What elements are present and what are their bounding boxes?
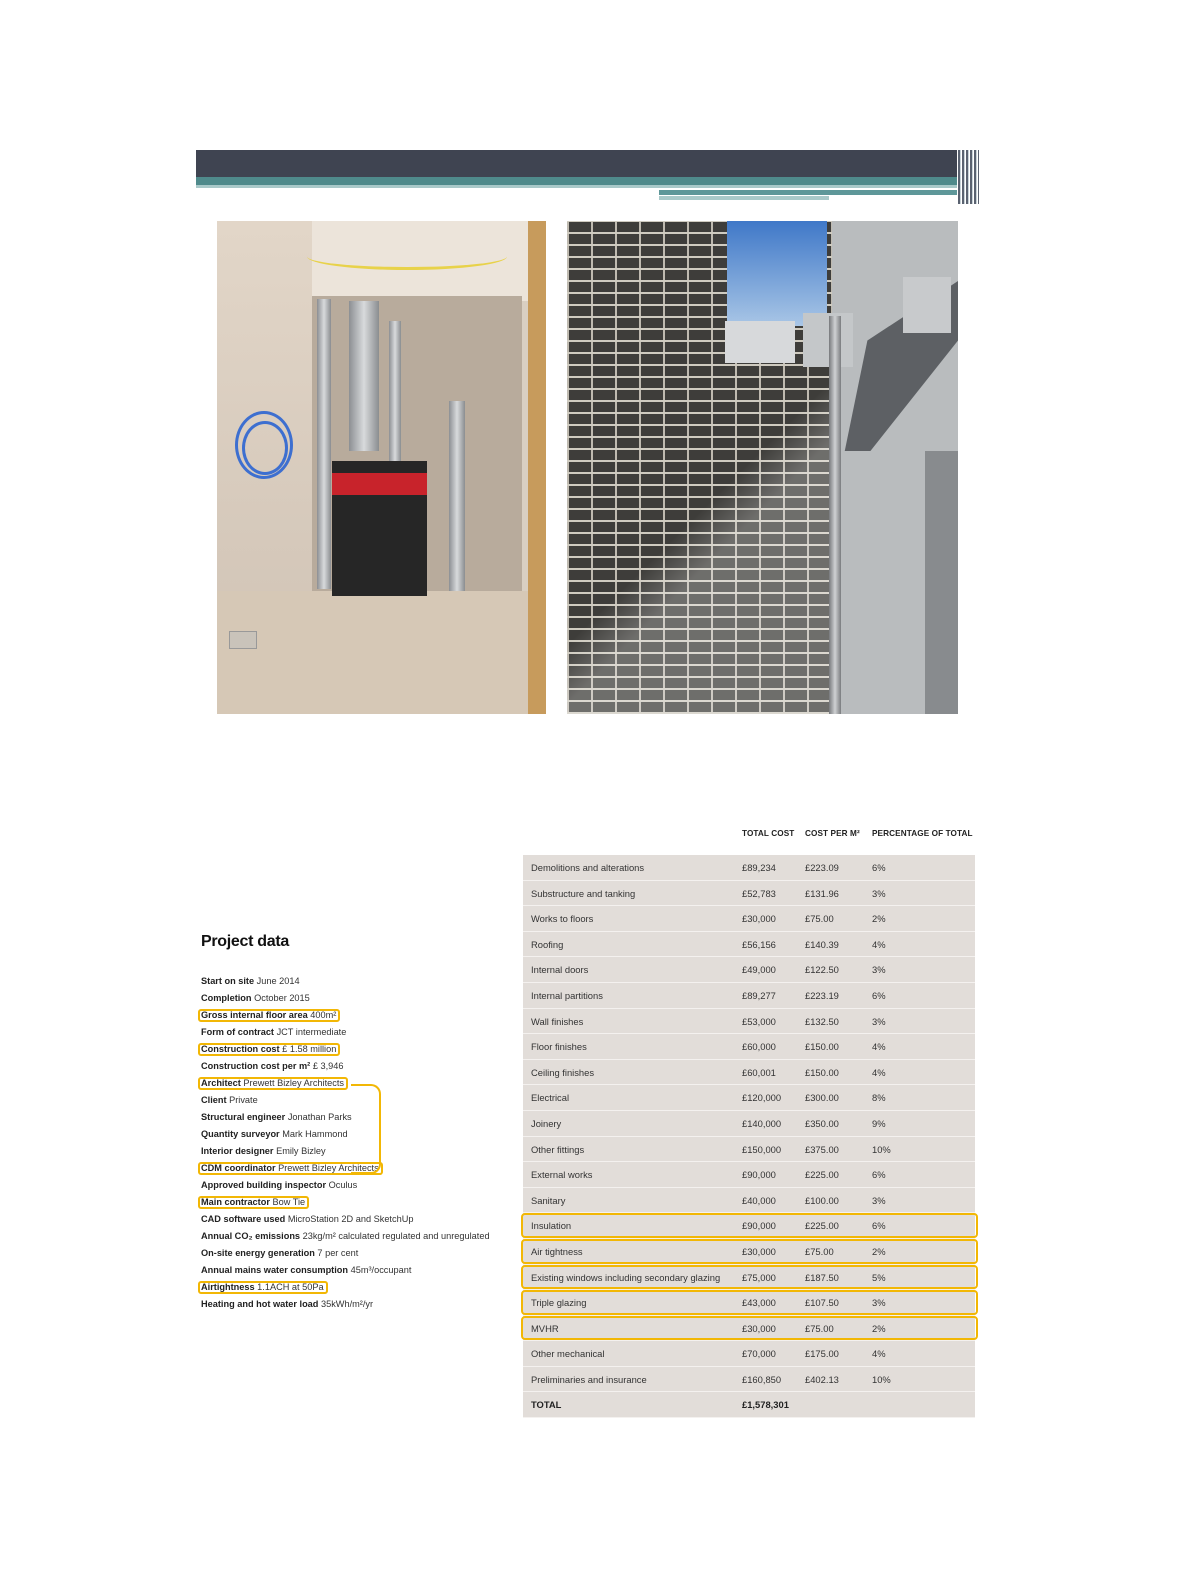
cost-item-cell: Wall finishes	[531, 1015, 584, 1027]
total-cost-cell: £89,277	[742, 989, 776, 1001]
table-row	[523, 881, 975, 907]
cost-per-m2-cell: £225.00	[805, 1220, 839, 1232]
cost-table	[523, 855, 975, 1418]
project-data-label: Gross internal floor area	[201, 1010, 308, 1020]
table-row	[523, 1137, 975, 1163]
project-data-label: Construction cost	[201, 1044, 280, 1054]
cost-per-m2-cell: £75.00	[805, 913, 834, 925]
project-data-value: £ 3,946	[312, 1061, 344, 1071]
cost-item-cell: Ceiling finishes	[531, 1066, 595, 1078]
total-cost-cell: £90,000	[742, 1220, 776, 1232]
cost-per-m2-cell: £225.00	[805, 1169, 839, 1181]
cost-item-cell: Internal partitions	[531, 989, 603, 1001]
project-data-item	[201, 1058, 531, 1075]
table-row	[523, 1009, 975, 1035]
cost-item-cell: Preliminaries and insurance	[531, 1373, 647, 1385]
percentage-cell: 3%	[872, 1194, 886, 1206]
total-cost-cell: £90,000	[742, 1169, 776, 1181]
project-data-label: Client	[201, 1095, 227, 1105]
percentage-cell: 3%	[872, 1015, 886, 1027]
project-data-value: June 2014	[256, 976, 300, 986]
project-data-value: October 2015	[254, 993, 310, 1003]
project-data-value: 7 per cent	[317, 1248, 359, 1258]
project-data-item	[201, 1211, 531, 1228]
project-data-value: 35kWh/m²/yr	[320, 1299, 374, 1309]
percentage-cell: 6%	[872, 1220, 886, 1232]
project-data-item	[201, 1177, 531, 1194]
project-data-value: 23kg/m² calculated regulated and unregulated	[302, 1231, 490, 1241]
osb-board	[528, 221, 546, 714]
table-row	[523, 1316, 975, 1342]
total-cost-cell: £56,156	[742, 938, 776, 950]
cost-item-cell: Insulation	[531, 1220, 572, 1232]
total-cost-cell: £1,578,301	[742, 1399, 789, 1411]
table-row	[523, 1060, 975, 1086]
banner-dark-bar	[196, 150, 979, 177]
header-banner	[196, 150, 979, 204]
percentage-cell: 3%	[872, 1297, 886, 1309]
project-data-value: Prewett Bizley Architects	[243, 1078, 344, 1088]
percentage-cell: 8%	[872, 1092, 886, 1104]
project-data-item	[201, 1296, 531, 1313]
percentage-cell: 3%	[872, 964, 886, 976]
percentage-cell: 9%	[872, 1117, 886, 1129]
percentage-cell: 4%	[872, 938, 886, 950]
project-data-label: Annual CO₂ emissions	[201, 1231, 301, 1241]
project-data-item	[201, 973, 531, 990]
cost-per-m2-cell: £375.00	[805, 1143, 839, 1155]
duct-pipe	[317, 299, 331, 589]
project-data-title: Project data	[201, 933, 289, 950]
duct-pipe	[389, 321, 401, 461]
downpipe	[829, 316, 841, 714]
percentage-cell: 4%	[872, 1348, 886, 1360]
project-data-value: Prewett Bizley Architects	[278, 1163, 379, 1173]
percentage-cell: 2%	[872, 913, 886, 925]
cost-item-cell: Internal doors	[531, 964, 589, 976]
project-data-label: Construction cost per m²	[201, 1061, 311, 1071]
project-data-label: On-site energy generation	[201, 1248, 315, 1258]
table-row	[523, 1265, 975, 1291]
percentage-cell: 2%	[872, 1245, 886, 1257]
highlight-box	[198, 1196, 309, 1209]
cost-per-m2-cell: £140.39	[805, 938, 839, 950]
total-cost-cell: £60,000	[742, 1041, 776, 1053]
cost-per-m2-cell: £175.00	[805, 1348, 839, 1360]
table-total-row	[523, 1392, 975, 1418]
table-row	[523, 1085, 975, 1111]
cost-per-m2-cell: £150.00	[805, 1066, 839, 1078]
total-cost-cell: £140,000	[742, 1117, 782, 1129]
cost-item-cell: Triple glazing	[531, 1297, 587, 1309]
table-row	[523, 1239, 975, 1265]
project-data-item	[201, 1228, 531, 1245]
total-cost-cell: £70,000	[742, 1348, 776, 1360]
cost-per-m2-cell: £223.09	[805, 862, 839, 873]
percentage-cell: 6%	[872, 862, 886, 873]
total-cost-cell: £30,000	[742, 913, 776, 925]
banner-accent-stripe-thin	[659, 196, 829, 200]
coiled-cable	[242, 421, 288, 475]
table-row	[523, 1162, 975, 1188]
cost-item-cell: Other mechanical	[531, 1348, 605, 1360]
percentage-cell: 4%	[872, 1041, 886, 1053]
cost-item-cell: Floor finishes	[531, 1041, 587, 1053]
table-row	[523, 1341, 975, 1367]
cost-item-cell: Other fittings	[531, 1143, 585, 1155]
total-cost-cell: £89,234	[742, 862, 776, 873]
project-data-value: Mark Hammond	[282, 1129, 348, 1139]
table-row	[523, 1111, 975, 1137]
shadow	[567, 371, 832, 714]
cost-item-cell: Works to floors	[531, 913, 594, 925]
highlight-box	[198, 1077, 348, 1090]
project-data-value: JCT intermediate	[276, 1027, 347, 1037]
total-cost-cell: £60,001	[742, 1066, 776, 1078]
cost-per-m2-cell: £132.50	[805, 1015, 839, 1027]
cost-per-m2-cell: £75.00	[805, 1322, 834, 1334]
total-cost-cell: £75,000	[742, 1271, 776, 1283]
total-cost-cell: £53,000	[742, 1015, 776, 1027]
cost-item-cell: External works	[531, 1169, 593, 1181]
total-cost-cell: £150,000	[742, 1143, 782, 1155]
cost-item-cell: Roofing	[531, 938, 564, 950]
project-data-item	[201, 1245, 531, 1262]
table-row	[523, 1367, 975, 1393]
table-row	[523, 1290, 975, 1316]
table-row	[523, 957, 975, 983]
table-row	[523, 983, 975, 1009]
project-data-label: Start on site	[201, 976, 255, 986]
percentage-cell: 10%	[872, 1373, 891, 1385]
banner-accent-stripe	[659, 190, 979, 195]
project-data-value: 400m²	[310, 1010, 337, 1020]
table-row	[523, 932, 975, 958]
percentage-cell: 4%	[872, 1066, 886, 1078]
project-data-value: Bow Tie	[272, 1197, 306, 1207]
highlight-box	[198, 1281, 328, 1294]
cost-item-cell: Demolitions and alterations	[531, 862, 645, 873]
cost-per-m2-cell: £131.96	[805, 887, 839, 899]
project-data-value: Jonathan Parks	[287, 1112, 352, 1122]
cost-per-m2-cell: £187.50	[805, 1271, 839, 1283]
cost-per-m2-cell: £350.00	[805, 1117, 839, 1129]
project-data-value: £ 1.58 million	[282, 1044, 337, 1054]
project-data-value: 1.1ACH at 50Pa	[257, 1282, 324, 1292]
banner-ribbed-end	[957, 150, 979, 204]
cost-per-m2-cell: £223.19	[805, 989, 839, 1001]
cost-item-cell: Electrical	[531, 1092, 570, 1104]
table-row	[523, 906, 975, 932]
duct-pipe	[449, 401, 465, 591]
highlight-box	[198, 1162, 383, 1175]
highlight-box	[198, 1009, 340, 1022]
metal-box	[803, 313, 853, 367]
total-cost-cell: £160,850	[742, 1373, 782, 1385]
metal-box	[903, 277, 951, 333]
plant-room-photo	[217, 221, 546, 714]
total-cost-cell: £49,000	[742, 964, 776, 976]
cost-per-m2-cell: £402.13	[805, 1373, 839, 1385]
cost-per-m2-cell: £75.00	[805, 1245, 834, 1257]
total-cost-cell: £52,783	[742, 887, 776, 899]
project-data-label: Completion	[201, 993, 252, 1003]
total-cost-cell: £120,000	[742, 1092, 782, 1104]
header-percentage: PERCENTAGE OF TOTAL	[872, 829, 973, 838]
project-data-label: Structural engineer	[201, 1112, 286, 1122]
floor-socket	[229, 631, 257, 649]
cost-item-cell: Substructure and tanking	[531, 887, 636, 899]
project-data-label: Heating and hot water load	[201, 1299, 319, 1309]
cost-per-m2-cell: £100.00	[805, 1194, 839, 1206]
percentage-cell: 5%	[872, 1271, 886, 1283]
cost-per-m2-cell: £300.00	[805, 1092, 839, 1104]
project-data-label: Approved building inspector	[201, 1180, 327, 1190]
total-cost-cell: £30,000	[742, 1322, 776, 1334]
cost-per-m2-cell: £107.50	[805, 1297, 839, 1309]
floor	[217, 591, 546, 714]
table-row	[523, 1034, 975, 1060]
percentage-cell: 10%	[872, 1143, 891, 1155]
percentage-cell: 2%	[872, 1322, 886, 1334]
highlight-connector	[351, 1084, 381, 1174]
project-data-item	[201, 990, 531, 1007]
total-cost-cell: £40,000	[742, 1194, 776, 1206]
project-data-label: Main contractor	[201, 1197, 270, 1207]
total-cost-cell: £30,000	[742, 1245, 776, 1257]
header-cost-per-m2: COST PER M²	[805, 829, 860, 838]
yellow-cable	[307, 243, 507, 270]
cost-item-cell: Existing windows including secondary glazing	[531, 1271, 721, 1283]
cost-item-cell: Air tightness	[531, 1245, 583, 1257]
project-data-label: Quantity surveyor	[201, 1129, 280, 1139]
project-data-item	[201, 1024, 531, 1041]
percentage-cell: 6%	[872, 1169, 886, 1181]
cost-per-m2-cell: £122.50	[805, 964, 839, 976]
cost-item-cell: Sanitary	[531, 1194, 566, 1206]
project-data-value: MicroStation 2D and SketchUp	[287, 1214, 414, 1224]
mvhr-unit-panel	[332, 473, 427, 495]
table-row	[523, 1188, 975, 1214]
banner-teal-stripe	[196, 177, 979, 185]
project-data-value: Private	[229, 1095, 258, 1105]
project-data-value: 45m³/occupant	[350, 1265, 412, 1275]
project-data-value: Emily Bizley	[276, 1146, 326, 1156]
banner-light-stripe	[196, 185, 979, 188]
duct-pipe	[349, 301, 379, 451]
percentage-cell: 6%	[872, 989, 886, 1001]
total-cost-cell: £43,000	[742, 1297, 776, 1309]
table-row	[523, 855, 975, 881]
project-data-value: Oculus	[328, 1180, 358, 1190]
metal-box	[725, 321, 795, 363]
header-total-cost: TOTAL COST	[742, 829, 795, 838]
cost-item-cell: MVHR	[531, 1322, 559, 1334]
brick-exterior-photo	[567, 221, 958, 714]
table-row	[523, 1213, 975, 1239]
cost-item-cell: Joinery	[531, 1117, 562, 1129]
project-data-label: Annual mains water consumption	[201, 1265, 349, 1275]
project-data-label: Architect	[201, 1078, 241, 1088]
project-data-label: CDM coordinator	[201, 1163, 276, 1173]
door-recess	[925, 451, 958, 714]
sky	[727, 221, 827, 326]
cost-per-m2-cell: £150.00	[805, 1041, 839, 1053]
project-data-item	[201, 1262, 531, 1279]
project-data-label: Interior designer	[201, 1146, 274, 1156]
project-data-label: Form of contract	[201, 1027, 274, 1037]
project-data-label: CAD software used	[201, 1214, 286, 1224]
project-data-label: Airtightness	[201, 1282, 255, 1292]
percentage-cell: 3%	[872, 887, 886, 899]
highlight-box	[198, 1043, 340, 1056]
cost-item-cell: TOTAL	[531, 1399, 562, 1411]
